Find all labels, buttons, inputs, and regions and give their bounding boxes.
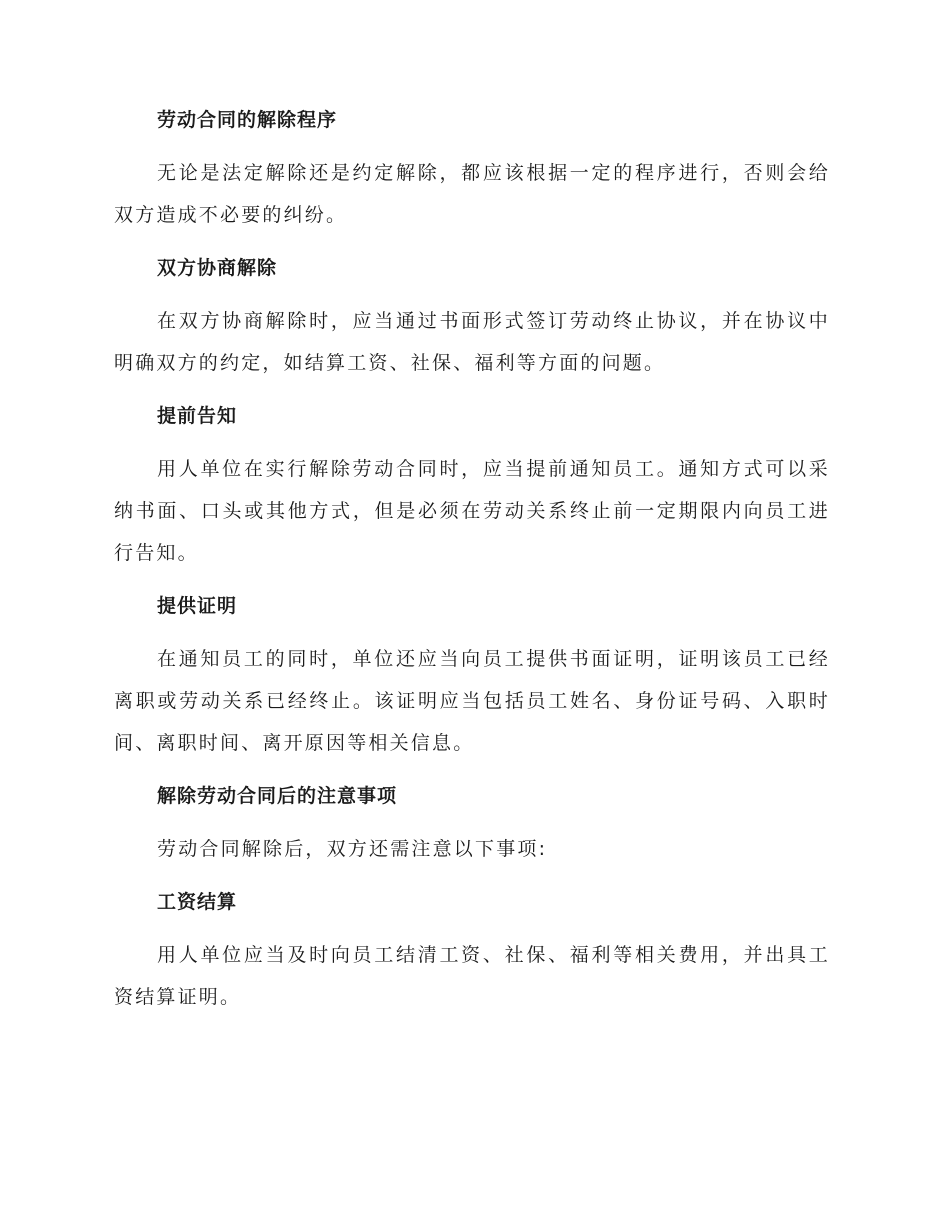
section-heading: 提供证明	[157, 595, 238, 617]
section-heading: 劳动合同的解除程序	[157, 109, 338, 131]
document-page	[114, 106, 830, 1018]
section-heading: 双方协商解除	[157, 257, 278, 279]
section-post-termination-notes	[114, 782, 830, 870]
section-paragraph: 用人单位应当及时向员工结清工资、社保、福利等相关费用，并出具工资结算证明。	[114, 944, 830, 1008]
section-heading: 工资结算	[157, 891, 238, 913]
section-heading: 提前告知	[157, 405, 238, 427]
section-wage-settlement	[114, 888, 830, 1018]
section-paragraph: 在双方协商解除时，应当通过书面形式签订劳动终止协议，并在协议中明确双方的约定，如结算工资、社保、福利等方面的问题。	[114, 310, 830, 374]
section-paragraph: 用人单位在实行解除劳动合同时，应当提前通知员工。通知方式可以采纳书面、口头或其他方式，但是必须在劳动关系终止前一定期限内向员工进行告知。	[114, 458, 830, 564]
section-provide-certificate	[114, 592, 830, 764]
section-advance-notice	[114, 402, 830, 574]
section-termination-procedure	[114, 106, 830, 236]
section-paragraph: 劳动合同解除后，双方还需注意以下事项:	[157, 838, 548, 860]
section-paragraph: 无论是法定解除还是约定解除，都应该根据一定的程序进行，否则会给双方造成不必要的纠纷。	[114, 162, 830, 226]
section-paragraph: 在通知员工的同时，单位还应当向员工提供书面证明，证明该员工已经离职或劳动关系已经终止。该证明应当包括员工姓名、身份证号码、入职时间、离职时间、离开原因等相关信息。	[114, 648, 830, 754]
section-heading: 解除劳动合同后的注意事项	[157, 785, 398, 807]
section-mutual-agreement	[114, 254, 830, 384]
